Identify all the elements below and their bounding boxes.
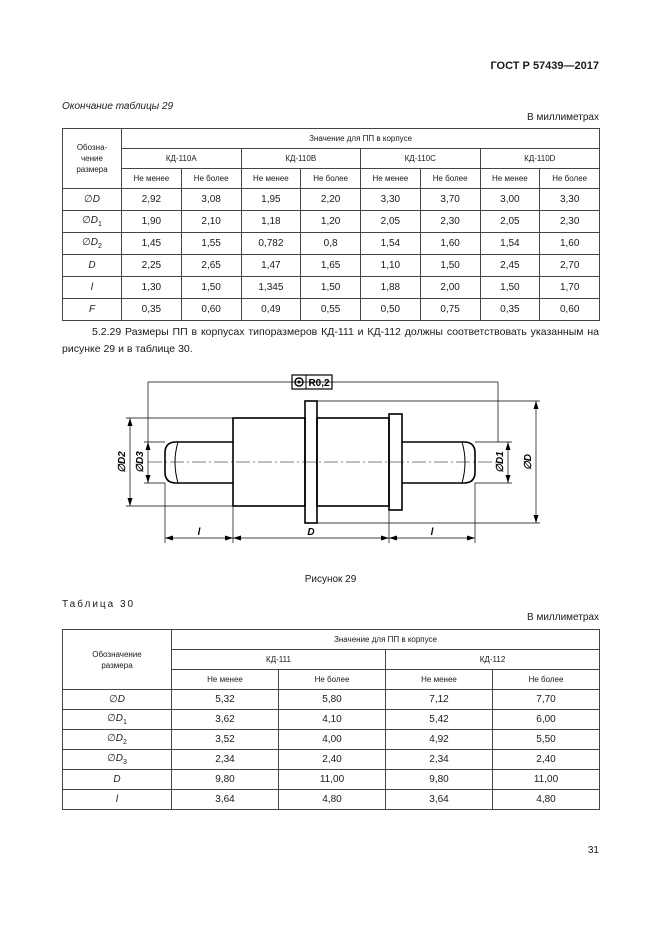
- table30-case-kd111: КД-111: [172, 650, 386, 670]
- dimension-symbol: D: [113, 774, 121, 785]
- table-cell: 2,10: [181, 211, 241, 233]
- label-d2: ∅D2: [117, 451, 128, 473]
- table29-min-header: Не менее: [122, 169, 182, 189]
- table29-units: В миллиметрах: [527, 112, 599, 123]
- table-cell: 0,60: [540, 299, 600, 321]
- table-cell: 1,18: [241, 211, 301, 233]
- table-cell: 1,88: [361, 277, 421, 299]
- row-designation: [63, 710, 172, 730]
- table30-max-header: Не более: [279, 670, 386, 690]
- dimension-symbol: F: [88, 304, 96, 315]
- table-cell: 1,90: [122, 211, 182, 233]
- table29-min-header: Не менее: [480, 169, 540, 189]
- table-cell: 11,00: [279, 770, 386, 790]
- table-row: [63, 690, 600, 710]
- table-cell: 2,92: [122, 189, 182, 211]
- table-cell: 2,34: [386, 750, 493, 770]
- table30-units: В миллиметрах: [527, 612, 599, 623]
- table-cell: 4,80: [493, 790, 600, 810]
- table-cell: 3,00: [480, 189, 540, 211]
- row-designation: [63, 790, 172, 810]
- table-cell: 6,00: [493, 710, 600, 730]
- table-cell: 2,00: [420, 277, 480, 299]
- table-cell: 0,75: [420, 299, 480, 321]
- table30-title: Таблица 30: [62, 599, 136, 610]
- dimension-symbol: D: [92, 194, 100, 205]
- diameter-symbol: ∅: [109, 694, 118, 705]
- table30-min-header: Не менее: [172, 670, 279, 690]
- table-cell: 5,32: [172, 690, 279, 710]
- dimension-symbol: D: [115, 713, 124, 724]
- table-cell: 2,34: [172, 750, 279, 770]
- table29-max-header: Не более: [181, 169, 241, 189]
- table-cell: 1,20: [301, 211, 361, 233]
- table29-max-header: Не более: [301, 169, 361, 189]
- table-cell: 7,70: [493, 690, 600, 710]
- table29-designation-header: [63, 129, 122, 189]
- diameter-symbol: ∅: [82, 237, 91, 248]
- table-cell: 3,30: [540, 189, 600, 211]
- label-d-length: D: [307, 527, 315, 538]
- table-row: [63, 770, 600, 790]
- dimension-subscript: 2: [98, 243, 102, 250]
- left-pin-chamfer: [175, 442, 178, 483]
- row-designation: [63, 233, 122, 255]
- right-pin-chamfer: [462, 442, 465, 483]
- table-cell: 1,60: [420, 233, 480, 255]
- table-30: [62, 629, 600, 810]
- table-cell: 2,40: [279, 750, 386, 770]
- table-cell: 0,50: [361, 299, 421, 321]
- dimension-subscript: 2: [123, 739, 127, 746]
- table-cell: 1,50: [301, 277, 361, 299]
- row-designation: [63, 211, 122, 233]
- dimension-symbol: D: [115, 753, 124, 764]
- diameter-symbol: ∅: [107, 733, 116, 744]
- table30-max-header: Не более: [493, 670, 600, 690]
- label-d1: ∅D1: [495, 451, 506, 473]
- table30-designation-header-text: Обозначение размера: [92, 649, 142, 670]
- table-row: [63, 189, 600, 211]
- table29-designation-header-text: Обозна- чение размера: [76, 143, 108, 174]
- label-d3: ∅D3: [135, 451, 146, 473]
- diameter-symbol: ∅: [84, 194, 93, 205]
- table-cell: 2,40: [493, 750, 600, 770]
- table29-case-kd110a: КД-110А: [122, 149, 242, 169]
- table-cell: 3,30: [361, 189, 421, 211]
- table-row: [63, 790, 600, 810]
- table-cell: 4,80: [279, 790, 386, 810]
- table-cell: 3,08: [181, 189, 241, 211]
- table-row: [63, 750, 600, 770]
- figure-29-drawing: [0, 360, 661, 560]
- row-designation: [63, 277, 122, 299]
- table-cell: 2,30: [420, 211, 480, 233]
- table-row: [63, 255, 600, 277]
- dimension-symbol: D: [88, 260, 96, 271]
- table-cell: 2,65: [181, 255, 241, 277]
- table-cell: 11,00: [493, 770, 600, 790]
- table-cell: 0,8: [301, 233, 361, 255]
- table-cell: 5,50: [493, 730, 600, 750]
- dimension-symbol: D: [115, 733, 124, 744]
- table-cell: 1,45: [122, 233, 182, 255]
- table-row: [63, 211, 600, 233]
- table-cell: 1,10: [361, 255, 421, 277]
- table-cell: 4,92: [386, 730, 493, 750]
- table-cell: 0,60: [181, 299, 241, 321]
- table-cell: 5,42: [386, 710, 493, 730]
- table-cell: 2,05: [480, 211, 540, 233]
- table30-min-header: Не менее: [386, 670, 493, 690]
- table29-max-header: Не более: [540, 169, 600, 189]
- dimension-symbol: D: [90, 237, 99, 248]
- diameter-symbol: ∅: [82, 215, 91, 226]
- table-row: [63, 730, 600, 750]
- table29-group-header: Значение для ПП в корпусе: [122, 129, 600, 149]
- table-row: [63, 233, 600, 255]
- row-designation: [63, 690, 172, 710]
- radius-label: R0,2: [308, 378, 330, 389]
- table-cell: 3,64: [386, 790, 493, 810]
- document-header: ГОСТ Р 57439—2017: [490, 60, 599, 72]
- table-cell: 0,55: [301, 299, 361, 321]
- table29-min-header: Не менее: [241, 169, 301, 189]
- table-cell: 1,50: [480, 277, 540, 299]
- table-cell: 3,70: [420, 189, 480, 211]
- table-row: [63, 277, 600, 299]
- table-cell: 9,80: [386, 770, 493, 790]
- table-cell: 0,35: [480, 299, 540, 321]
- table-cell: 3,52: [172, 730, 279, 750]
- table29-case-kd110b: КД-110В: [241, 149, 361, 169]
- diameter-symbol: ∅: [107, 713, 116, 724]
- label-l-right: l: [430, 527, 434, 538]
- table-row: [63, 299, 600, 321]
- table-cell: 1,50: [181, 277, 241, 299]
- row-designation: [63, 770, 172, 790]
- table-cell: 2,70: [540, 255, 600, 277]
- table29-case-kd110d: КД-110D: [480, 149, 600, 169]
- table-cell: 0,782: [241, 233, 301, 255]
- dimension-subscript: 1: [98, 221, 102, 228]
- table30-designation-header: [63, 630, 172, 690]
- row-designation: [63, 255, 122, 277]
- table29-case-kd110c: КД-110С: [361, 149, 481, 169]
- table-cell: 1,55: [181, 233, 241, 255]
- table-cell: 2,05: [361, 211, 421, 233]
- dimension-symbol: D: [117, 694, 125, 705]
- dimension-subscript: 3: [123, 759, 127, 766]
- table-cell: 1,47: [241, 255, 301, 277]
- table-cell: 3,62: [172, 710, 279, 730]
- paragraph-5-2-29: 5.2.29 Размеры ПП в корпусах типоразмеров КД-111 и КД-112 должны соответствовать указанным на рисунке 29 и в таблице 30.: [62, 326, 599, 355]
- dimension-subscript: 1: [123, 719, 127, 726]
- table-cell: 1,70: [540, 277, 600, 299]
- table29-min-header: Не менее: [361, 169, 421, 189]
- table-cell: 3,64: [172, 790, 279, 810]
- figure-caption: Рисунок 29: [304, 574, 357, 585]
- row-designation: [63, 730, 172, 750]
- table-cell: 4,00: [279, 730, 386, 750]
- table-cell: 1,54: [480, 233, 540, 255]
- table-cell: 2,20: [301, 189, 361, 211]
- dimension-symbol: l: [115, 794, 119, 805]
- table-cell: 5,80: [279, 690, 386, 710]
- table-cell: 1,30: [122, 277, 182, 299]
- label-l-left: l: [197, 527, 201, 538]
- dimension-symbol: D: [90, 215, 99, 226]
- table-cell: 1,65: [301, 255, 361, 277]
- table-cell: 2,25: [122, 255, 182, 277]
- table29-title: Окончание таблицы 29: [62, 101, 174, 112]
- table-cell: 1,60: [540, 233, 600, 255]
- table-cell: 2,45: [480, 255, 540, 277]
- table-cell: 2,30: [540, 211, 600, 233]
- table-cell: 1,95: [241, 189, 301, 211]
- table29-max-header: Не более: [420, 169, 480, 189]
- table30-group-header: Значение для ПП в корпусе: [172, 630, 600, 650]
- table-cell: 7,12: [386, 690, 493, 710]
- table-cell: 9,80: [172, 770, 279, 790]
- label-d: ∅D: [523, 454, 534, 470]
- table-cell: 4,10: [279, 710, 386, 730]
- page-number: 31: [587, 845, 599, 856]
- table-cell: 0,35: [122, 299, 182, 321]
- table-cell: 1,345: [241, 277, 301, 299]
- row-designation: [63, 750, 172, 770]
- table-29: [62, 128, 600, 321]
- table-cell: 1,54: [361, 233, 421, 255]
- diameter-symbol: ∅: [107, 753, 116, 764]
- table30-case-kd112: КД-112: [386, 650, 600, 670]
- table-row: [63, 710, 600, 730]
- table-cell: 0,49: [241, 299, 301, 321]
- table-cell: 1,50: [420, 255, 480, 277]
- dimension-symbol: l: [90, 282, 94, 293]
- row-designation: [63, 299, 122, 321]
- row-designation: [63, 189, 122, 211]
